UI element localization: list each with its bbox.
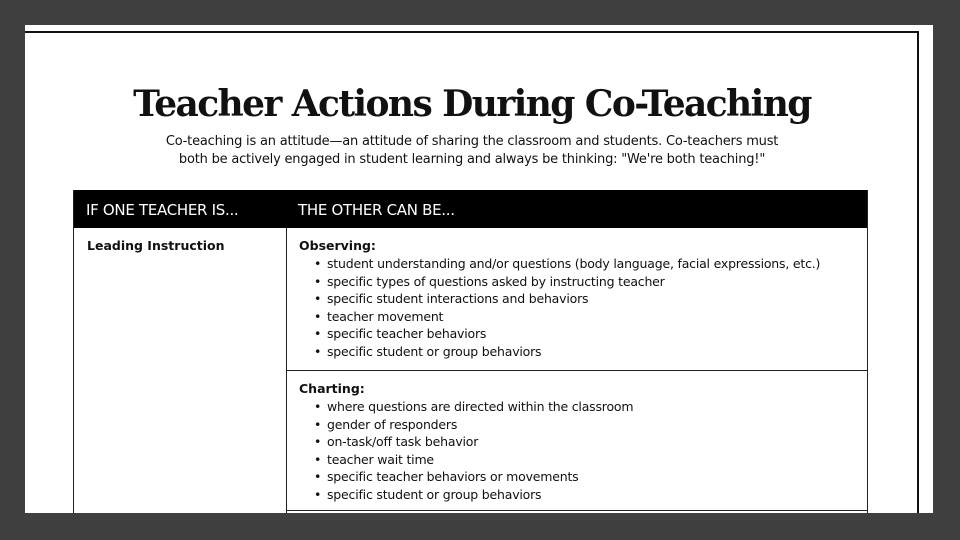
intro-text: [25, 133, 919, 169]
section-heading: Charting:: [299, 381, 365, 396]
list-item: • specific teacher behaviors or movements: [327, 468, 867, 486]
list-item: • specific student interactions and behaviors: [327, 290, 867, 308]
list-item: • specific teacher behaviors: [327, 325, 867, 343]
charting-list: [287, 398, 867, 504]
table-header: [74, 190, 867, 228]
list-item: • specific types of questions asked by instructing teacher: [327, 273, 867, 291]
actions-table: [73, 190, 868, 513]
header-one-teacher: IF ONE TEACHER IS...: [86, 201, 239, 219]
list-item: • on-task/off task behavior: [327, 433, 867, 451]
page-title: Teacher Actions During Co-Teaching: [133, 83, 811, 125]
list-item: • teacher movement: [327, 308, 867, 326]
list-item: • specific student or group behaviors: [327, 343, 867, 361]
list-item: • student understanding and/or questions (body language, facial expressions, etc.): [327, 255, 867, 273]
intro-line-1: Co-teaching is an attitude—an attitude of sharing the classroom and students. Co-teachers must: [165, 134, 779, 149]
section-charting: [287, 371, 867, 511]
section-observing: [287, 228, 867, 371]
document-page: [25, 25, 933, 513]
intro-line-2: both be actively engaged in student learning and always be thinking: "We're both teaching!": [178, 152, 766, 167]
list-item: • teacher wait time: [327, 451, 867, 469]
section-heading: Observing:: [299, 238, 376, 253]
observing-list: [287, 255, 867, 361]
list-item: • specific student or group behaviors: [327, 486, 867, 504]
header-other-teacher: THE OTHER CAN BE...: [298, 201, 455, 219]
row-label: Leading Instruction: [87, 238, 225, 253]
list-item: • where questions are directed within the classroom: [327, 398, 867, 416]
list-item: • gender of responders: [327, 416, 867, 434]
border-top: [25, 31, 919, 33]
